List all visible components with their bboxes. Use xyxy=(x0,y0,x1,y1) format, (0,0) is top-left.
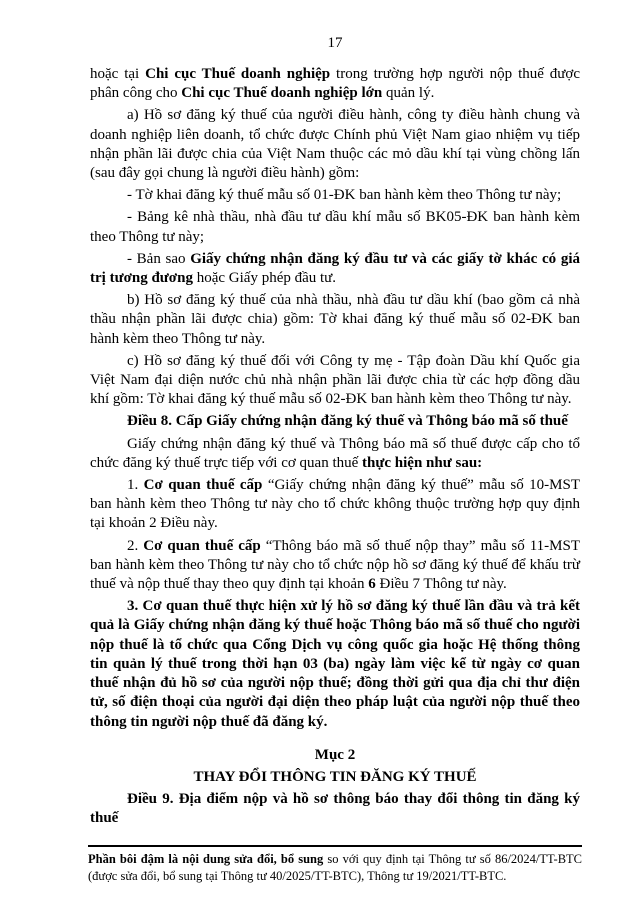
text-run: b) Hồ sơ đăng ký thuế của nhà thầu, nhà đầu tư dầu khí (bao gồm cả nhà thầu nhận phần lãi được chia) gồm: Tờ khai đăng ký thuế mẫu số 02-ĐK ban hành kèm theo Thông tư này. xyxy=(90,292,580,347)
bold-text-run: 6 xyxy=(368,576,376,593)
heading-section-2-title xyxy=(90,768,580,787)
heading-section-2 xyxy=(90,746,580,765)
paragraph-clause-3 xyxy=(90,597,580,731)
footnote-separator xyxy=(88,845,582,847)
heading-article-8 xyxy=(90,412,580,431)
text-run: Điều 7 Thông tư này. xyxy=(375,576,507,593)
bold-text-run: Phần bôi đậm là nội dung sửa đổi, bổ sung xyxy=(88,852,324,866)
paragraph-point-c xyxy=(90,352,580,410)
heading-article-9 xyxy=(90,790,580,828)
bold-text-run: Điều 9. Địa điểm nộp và hồ sơ thông báo thay đổi thông tin đăng ký thuế xyxy=(90,791,580,827)
bold-text-run: Cơ quan thuế cấp xyxy=(143,477,263,494)
bold-text-run: 3. Cơ quan thuế thực hiện xử lý hồ sơ đăng ký thuế lần đầu và trả kết quả là Giấy chứng nhận đăng ký thuế hoặc Thông báo mã số thuế cho người nộp thuế là tổ chức qua Cổng Dịch vụ công quốc gia hoặc Hệ thống thông tin quản lý thuế trong thời hạn 03 (ba) ngày làm việc kể từ ngày cơ quan thuế nhận đủ hồ sơ của người nộp thuế; đồng thời gửi qua địa chỉ thư điện tử, số điện thoại của người đại diện theo pháp luật của người nộp thuế theo thông tin người nộp thuế đã đăng ký. xyxy=(90,598,580,730)
text-run: - Tờ khai đăng ký thuế mẫu số 01-ĐK ban hành kèm theo Thông tư này; xyxy=(127,187,562,204)
paragraph-point-a xyxy=(90,106,580,183)
text-run: “Thông báo mã số thuế nộp thay” mẫu số 11-MST ban hành kèm theo Thông tư này cho tổ chức nộp hồ sơ đăng ký thuế để khấu trừ thuế và nộp thuế thay theo quy định tại khoản xyxy=(90,537,580,593)
paragraph-clause-1 xyxy=(90,476,580,534)
bold-text-run: Chi cục Thuế doanh nghiệp lớn xyxy=(181,85,383,102)
text-run: trong trường hợp người nộp thuế được phân công cho xyxy=(90,66,581,102)
bold-text-run: Mục 2 xyxy=(314,746,356,763)
footnote-text xyxy=(88,851,582,885)
text-run: a) Hồ sơ đăng ký thuế của người điều hành, công ty điều hành chung và doanh nghiệp liên doanh, tổ chức được Chính phủ Việt Nam giao nhiệm vụ tiếp nhận phần lãi được chia của Việt Nam thuộc các mỏ dầu khí tại vùng chồng lấn (sau đây gọi chung là người điều hành) gồm: xyxy=(90,107,580,182)
bold-text-run: Cơ quan thuế cấp xyxy=(143,537,261,554)
text-run: - Bản sao xyxy=(127,250,191,267)
paragraph-intro-continuation xyxy=(90,65,580,103)
text-run: - Bảng kê nhà thầu, nhà đầu tư dầu khí mẫu số BK05-ĐK ban hành kèm theo Thông tư này; xyxy=(90,209,580,245)
paragraph-clause-2 xyxy=(90,537,580,595)
text-run: hoặc tại xyxy=(90,66,146,82)
text-run: quản lý. xyxy=(382,85,435,102)
bold-text-run: Giấy chứng nhận đăng ký đầu tư và các giấy tờ khác có giá trị tương đương xyxy=(90,250,580,287)
bold-text-run: THAY ĐỔI THÔNG TIN ĐĂNG KÝ THUẾ xyxy=(193,768,477,785)
text-run: Giấy chứng nhận đăng ký thuế và Thông báo mã số thuế được cấp cho tổ chức đăng ký thuế trực tiếp với cơ quan thuế xyxy=(90,435,580,471)
document-body xyxy=(90,65,580,829)
text-run: c) Hồ sơ đăng ký thuế đối với Công ty mẹ - Tập đoàn Dầu khí Quốc gia Việt Nam đại diện nước chủ nhà nhận phần lãi được chia từ các hợp đồng dầu khí gồm: Tờ khai đăng ký thuế mẫu số 02-ĐK ban hành kèm theo Thông tư này. xyxy=(90,352,580,408)
list-item-form-01dk xyxy=(90,186,580,205)
text-run: hoặc Giấy phép đầu tư. xyxy=(192,270,337,287)
page-number: 17 xyxy=(327,35,343,51)
text-run: 1. xyxy=(127,477,144,494)
list-item-investment-certificate xyxy=(90,250,580,288)
bold-text-run: thực hiện như sau: xyxy=(362,454,483,471)
list-item-form-bk05dk xyxy=(90,208,580,246)
paragraph-point-b xyxy=(90,291,580,349)
text-run: 2. xyxy=(127,537,144,554)
text-run: “Giấy chứng nhận đăng ký thuế” mẫu số 10-MST ban hành kèm theo Thông tư này cho tổ chức không thuộc trường hợp quy định tại khoản 2 Điều này. xyxy=(90,477,580,532)
text-run: so với quy định tại Thông tư số 86/2024/TT-BTC (được sửa đổi, bổ sung tại Thông tư 40/2025/TT-BTC), Thông tư 19/2021/TT-BTC. xyxy=(88,852,583,883)
paragraph-article8-intro xyxy=(90,435,580,473)
bold-text-run: Chi cục Thuế doanh nghiệp xyxy=(145,66,331,82)
bold-text-run: Điều 8. Cấp Giấy chứng nhận đăng ký thuế và Thông báo mã số thuế xyxy=(127,413,568,430)
page-footer xyxy=(88,845,582,885)
